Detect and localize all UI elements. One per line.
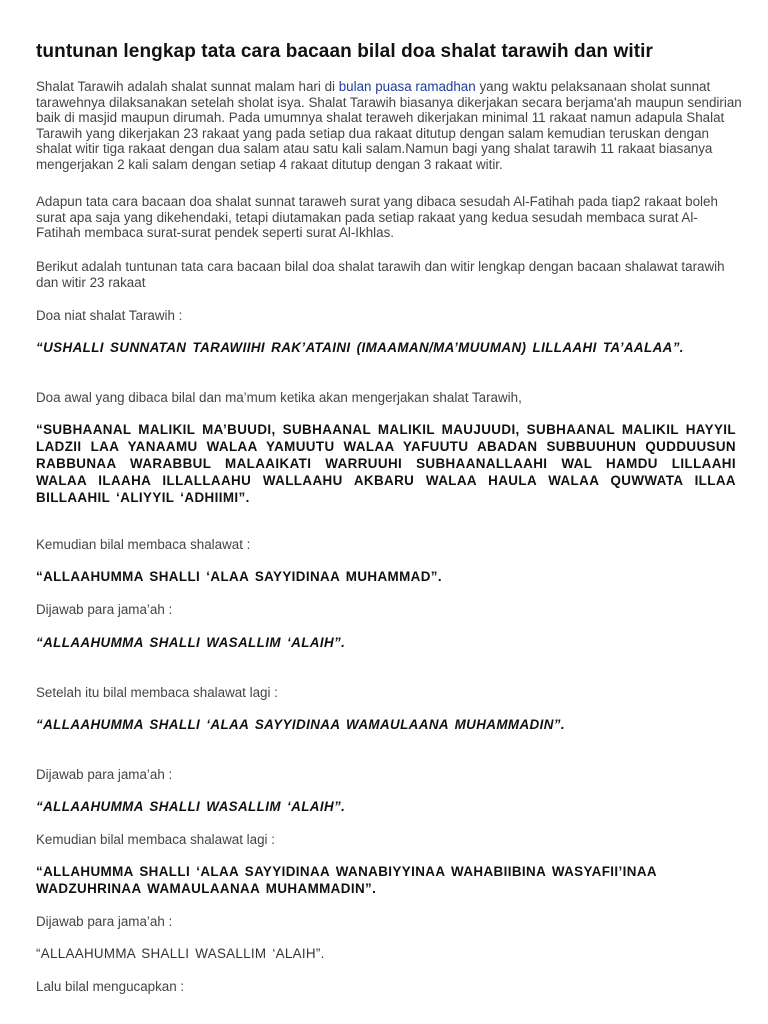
jawab3-text: “ALLAAHUMMA SHALLI WASALLIM ‘ALAIH”. (36, 946, 325, 961)
lalu-label: Lalu bilal mengucapkan : (36, 979, 185, 994)
jawab3-label: Dijawab para jama’ah : (36, 914, 173, 929)
shalawat1-label: Kemudian bilal membaca shalawat : (36, 537, 251, 552)
jawab2-label: Dijawab para jama’ah : (36, 767, 173, 782)
shalawat2-label: Setelah itu bilal membaca shalawat lagi : (36, 685, 278, 700)
jawab1-text: “ALLAAHUMMA SHALLI WASALLIM ‘ALAIH”. (36, 635, 346, 650)
niat-label: Doa niat shalat Tarawih : (36, 308, 183, 323)
jawab1-label: Dijawab para jama’ah : (36, 602, 173, 617)
intro-paragraph (36, 79, 742, 173)
overview-paragraph: Berikut adalah tuntunan tata cara bacaan bilal doa shalat tarawih dan witir lengkap dengan bacaan shalawat tarawih dan witir 23 rakaat (36, 259, 725, 290)
doa-awal-text: “SUBHAANAL MALIKIL MA’BUUDI, SUBHAANAL MALIKIL MAUJUUDI, SUBHAANAL MALIKIL HAYYIL LADZII LAA YANAAMU WALAA YAMUUTU WALAA YAFUUTU ABADAN SUBBUUHUN QUDDUUSUN RABBUNAA WARABBUL MALAAIKATI WARRUUHI SUBHAANALLAAHI WAL HAMDU LILLAAHI WALAA ILAAHA ILLALLAAHU WALLAAHU AKBARU WALAA HAULA WALAA QUWWATA ILLAA BILLAAHIL ‘ALIYYIL ‘ADHIIMI”. (36, 422, 736, 505)
intro-text-end: yang waktu pelaksanaan sholat sunnat tarawehnya dilaksanakan setelah sholat isya. Shalat Tarawih biasanya dikerjakan secara berjama'ah maupun sendirian baik di masjid maupun dirumah. Pada umumnya shalat teraweh dikerjakan minimal 11 rakaat namun adapula Shalat Tarawih yang dikerjakan 23 rakaat yang pada setiap dua rakaat ditutup dengan salam kemudian teruskan dengan shalat witir tiga rakaat dengan dua salam atau satu kali salam.Namun bagi yang shalat tarawih 11 rakaat biasanya mengerjakan 2 kali salam dengan setiap 4 rakaat ditutup dengan 3 rakaat witir. (36, 79, 742, 172)
intro-text-start: Shalat Tarawih adalah shalat sunnat malam hari di (36, 79, 339, 94)
jawab2-text: “ALLAAHUMMA SHALLI WASALLIM ‘ALAIH”. (36, 799, 346, 814)
shalawat3-text: “ALLAHUMMA SHALLI ‘ALAA SAYYIDINAA WANABIYYINAA WAHABIIBINA WASYAFII’INAA WADZUHRINAA WAMAULAANAA MUHAMMADIN”. (36, 864, 657, 896)
doa-awal-label: Doa awal yang dibaca bilal dan ma’mum ketika akan mengerjakan shalat Tarawih, (36, 390, 522, 405)
shalawat3-label: Kemudian bilal membaca shalawat lagi : (36, 832, 275, 847)
niat-text: “USHALLI SUNNATAN TARAWIIHI RAK’ATAINI (IMAAMAN/MA’MUUMAN) LILLAAHI TA’AALAA”. (36, 340, 684, 355)
shalawat1-text: “ALLAAHUMMA SHALLI ‘ALAA SAYYIDINAA MUHAMMAD”. (36, 569, 443, 584)
page-title: tuntunan lengkap tata cara bacaan bilal doa shalat tarawih dan witir (36, 41, 654, 62)
ramadhan-link[interactable]: bulan puasa ramadhan (338, 79, 476, 94)
shalawat2-text: “ALLAAHUMMA SHALLI ‘ALAA SAYYIDINAA WAMAULAANA MUHAMMADIN”. (36, 717, 565, 732)
procedure-paragraph: Adapun tata cara bacaan doa shalat sunnat taraweh surat yang dibaca sesudah Al-Fatihah pada tiap2 rakaat boleh surat apa saja yang dikehendaki, tetapi diutamakan pada setiap rakaat yang kedua sesudah membaca surat Al-Fatihah membaca surat-surat pendek seperti surat Al-Ikhlas. (36, 194, 718, 241)
